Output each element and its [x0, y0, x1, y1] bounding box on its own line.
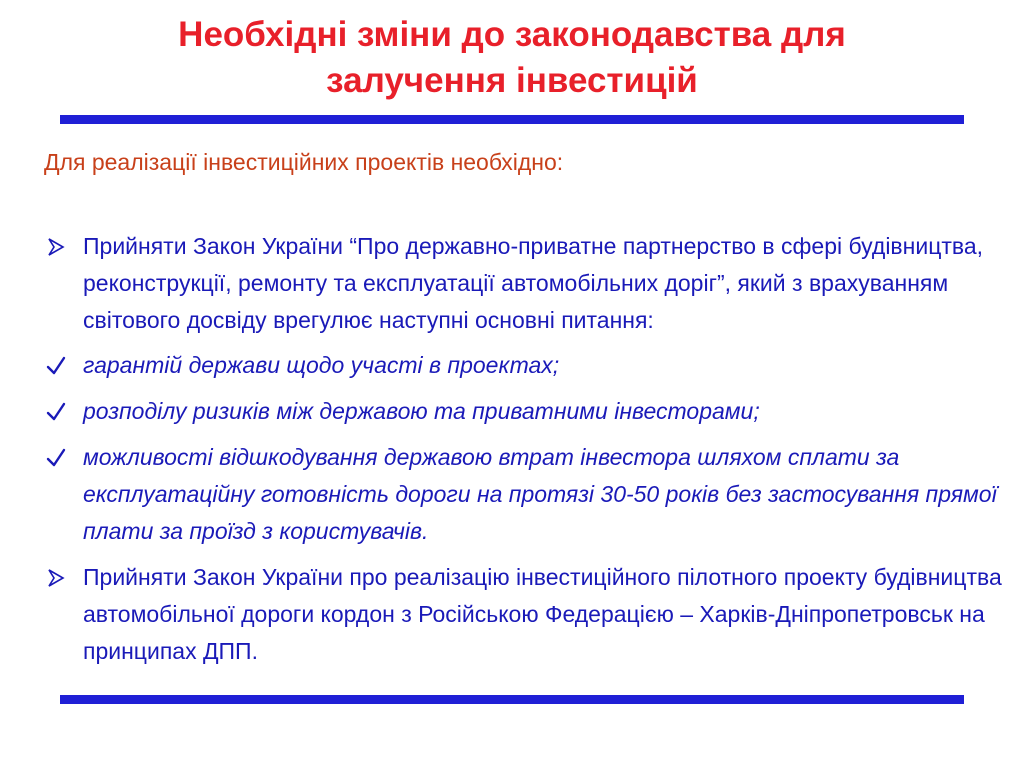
- bottom-divider: [60, 695, 964, 704]
- list-item-text: розподілу ризиків між державою та приватними інвесторами;: [83, 398, 760, 424]
- list-item: [44, 228, 1004, 339]
- list-item: [44, 439, 1004, 550]
- list-item-text: гарантій держави щодо участі в проектах;: [83, 352, 560, 378]
- requirements-list: [44, 228, 1004, 678]
- slide-title-line-2: залучення інвестицій: [326, 61, 698, 100]
- top-divider: [60, 115, 964, 124]
- list-item: [44, 559, 1004, 670]
- checkmark-icon: [46, 347, 70, 384]
- checkmark-icon: [46, 439, 70, 476]
- slide-title-line-1: Необхідні зміни до законодавства для: [178, 15, 846, 54]
- list-item-text: Прийняти Закон України про реалізацію інвестиційного пілотного проекту будівництва автомобільної дороги кордон з Російською Федерацією – Харків-Дніпропетровськ на принципах ДПП.: [83, 564, 1002, 664]
- list-item: [44, 347, 1004, 384]
- intro-text: Для реалізації інвестиційних проектів необхідно:: [44, 149, 564, 175]
- arrow-bullet-icon: [46, 559, 70, 596]
- list-item-text: можливості відшкодування державою втрат інвестора шляхом сплати за експлуатаційну готовність дороги на протязі 30-50 років без застосування прямої плати за проїзд з користувачів.: [83, 444, 997, 544]
- arrow-bullet-icon: [46, 228, 70, 265]
- list-item: [44, 393, 1004, 430]
- slide-title: [0, 12, 1024, 104]
- list-item-text: Прийняти Закон України “Про державно-приватне партнерство в сфері будівництва, реконструкції, ремонту та експлуатації автомобільних доріг”, який з врахуванням світового досвіду врегулює наступні основні питання:: [83, 233, 984, 333]
- checkmark-icon: [46, 393, 70, 430]
